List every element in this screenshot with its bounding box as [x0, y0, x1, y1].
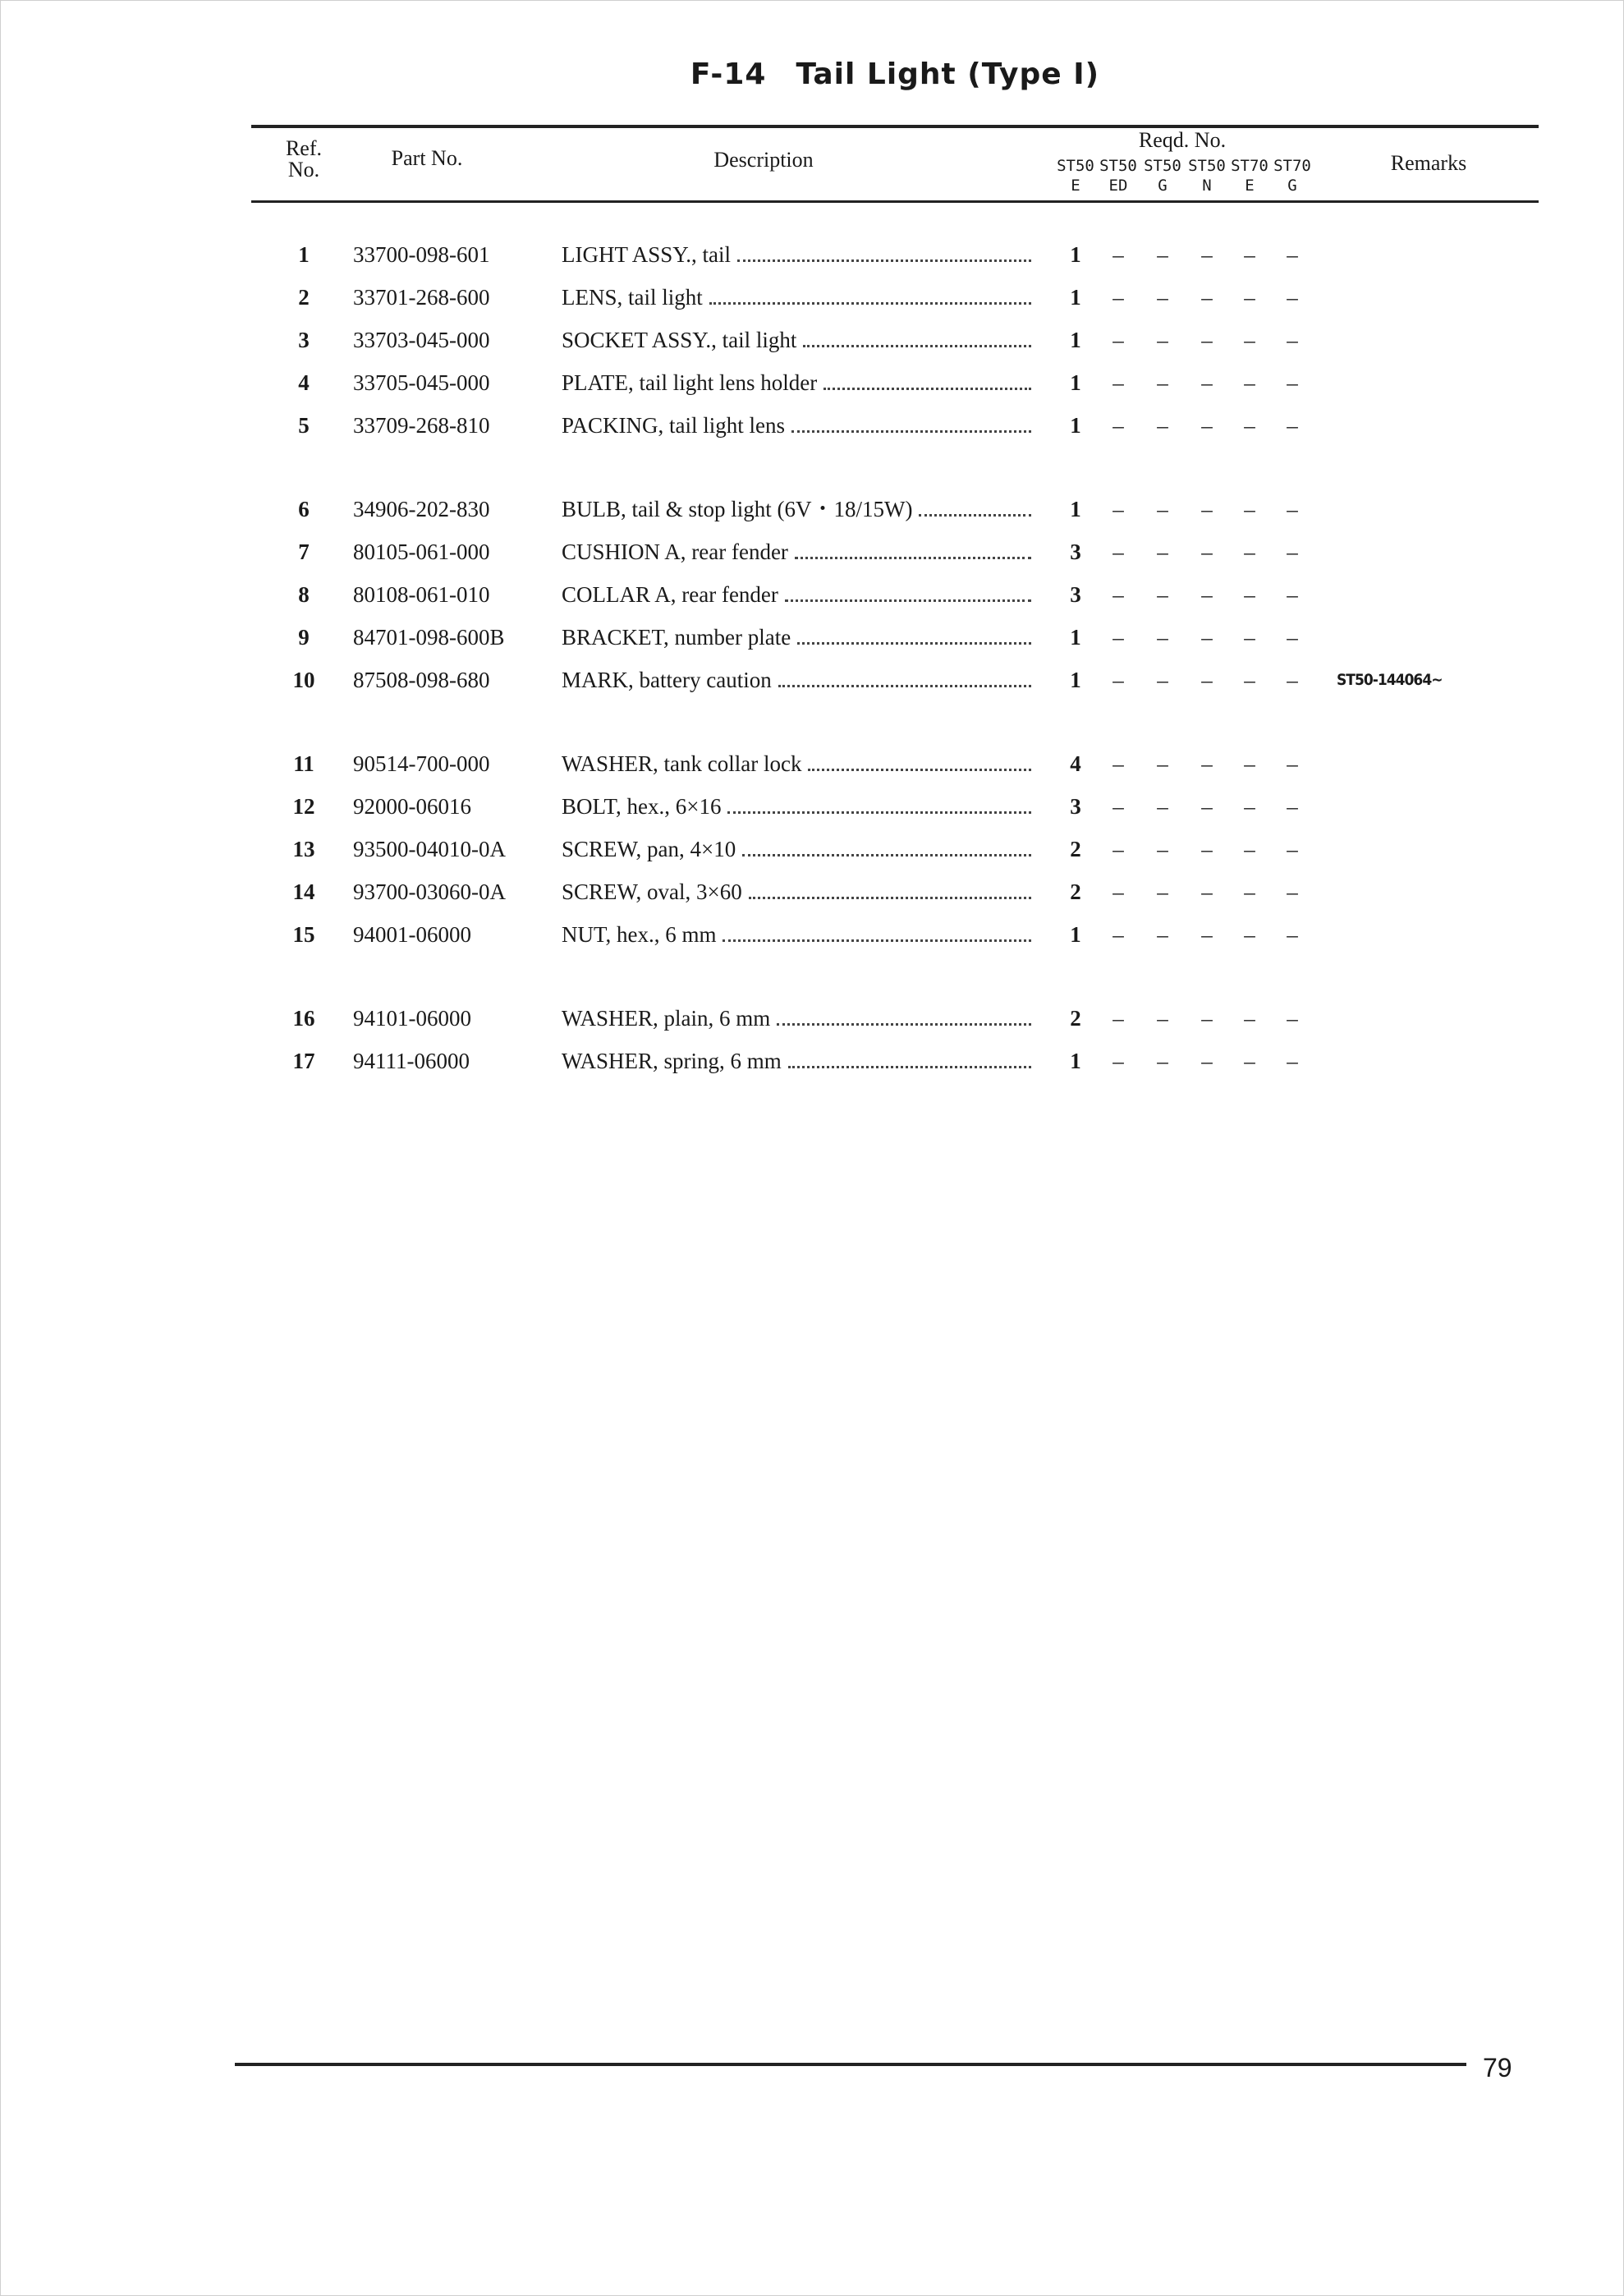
description-cell	[562, 875, 1034, 908]
qty-cell: 3	[1070, 540, 1081, 564]
description-cell	[562, 238, 1034, 271]
table-row	[0, 535, 1624, 568]
ref-number: 14	[292, 879, 315, 904]
dot-leader	[797, 642, 1031, 645]
qty-cell: –	[1244, 582, 1255, 607]
ref-number: 9	[298, 625, 310, 650]
qty-cell: 3	[1070, 582, 1081, 607]
part-number: 87508-098-680	[353, 668, 490, 692]
description-cell	[562, 409, 1034, 442]
description-cell	[562, 366, 1034, 399]
description-cell	[562, 747, 1034, 780]
description-cell	[562, 1045, 1034, 1077]
qty-cell: –	[1287, 370, 1298, 395]
description: PACKING, tail light lens	[562, 413, 786, 438]
part-number: 33705-045-000	[353, 370, 490, 395]
qty-cell: –	[1157, 625, 1168, 650]
qty-cell: –	[1244, 1049, 1255, 1073]
qty-cell: –	[1157, 751, 1168, 776]
qty-cell: –	[1244, 413, 1255, 438]
qty-cell: –	[1201, 922, 1213, 947]
part-number: 33709-268-810	[353, 413, 490, 438]
qty-cell: –	[1112, 285, 1124, 310]
qty-cell: –	[1244, 668, 1255, 692]
qty-cell: –	[1287, 1049, 1298, 1073]
qty-cell: 1	[1070, 625, 1081, 650]
description: BOLT, hex., 6×16	[562, 794, 722, 819]
dot-leader	[788, 1066, 1031, 1068]
model-header: ST50 N	[1188, 157, 1226, 195]
page-title	[0, 57, 1624, 91]
qty-cell: –	[1287, 668, 1298, 692]
qty-cell: –	[1112, 837, 1124, 861]
description-cell	[562, 621, 1034, 654]
qty-cell: –	[1244, 751, 1255, 776]
remarks-cell: ST50-144064∼	[1337, 671, 1443, 689]
dot-leader	[795, 557, 1031, 559]
description: BRACKET, number plate	[562, 625, 791, 650]
qty-cell: –	[1287, 922, 1298, 947]
qty-cell: 1	[1070, 285, 1081, 310]
qty-cell: –	[1287, 794, 1298, 819]
description: MARK, battery caution	[562, 668, 772, 692]
description: PLATE, tail light lens holder	[562, 370, 818, 395]
qty-cell: –	[1112, 540, 1124, 564]
qty-cell: –	[1112, 370, 1124, 395]
qty-cell: –	[1201, 1049, 1213, 1073]
ref-number: 17	[292, 1049, 315, 1073]
qty-cell: –	[1201, 540, 1213, 564]
qty-cell: –	[1157, 922, 1168, 947]
qty-cell: –	[1287, 242, 1298, 267]
part-number: 93700-03060-0A	[353, 879, 506, 904]
description: WASHER, spring, 6 mm	[562, 1049, 782, 1073]
part-number: 92000-06016	[353, 794, 471, 819]
qty-cell: –	[1287, 497, 1298, 521]
description-cell	[562, 535, 1034, 568]
ref-number: 11	[293, 751, 314, 776]
qty-cell: –	[1201, 879, 1213, 904]
qty-cell: –	[1287, 413, 1298, 438]
ref-number: 4	[298, 370, 310, 395]
model-header: ST70 E	[1231, 157, 1268, 195]
ref-number: 12	[292, 794, 315, 819]
qty-cell: –	[1112, 582, 1124, 607]
table-row	[0, 664, 1624, 696]
qty-cell: –	[1112, 1049, 1124, 1073]
dot-leader	[723, 939, 1031, 942]
header-rule-bottom	[251, 200, 1539, 203]
description: SCREW, pan, 4×10	[562, 837, 736, 861]
qty-cell: –	[1201, 582, 1213, 607]
qty-cell: –	[1201, 285, 1213, 310]
part-number: 94101-06000	[353, 1006, 471, 1031]
qty-cell: –	[1157, 668, 1168, 692]
part-number: 94001-06000	[353, 922, 471, 947]
table-row	[0, 1045, 1624, 1077]
ref-number: 15	[292, 922, 315, 947]
qty-cell: –	[1244, 370, 1255, 395]
footer-rule	[235, 2063, 1466, 2066]
qty-cell: –	[1244, 540, 1255, 564]
qty-cell: –	[1244, 625, 1255, 650]
description: BULB, tail & stop light (6V・18/15W)	[562, 497, 913, 521]
qty-cell: –	[1244, 497, 1255, 521]
qty-cell: –	[1201, 370, 1213, 395]
qty-cell: –	[1244, 328, 1255, 352]
dot-leader	[778, 685, 1031, 687]
ref-number: 1	[298, 242, 310, 267]
qty-cell: 1	[1070, 370, 1081, 395]
part-number: 33700-098-601	[353, 242, 490, 267]
dot-leader	[803, 345, 1031, 347]
qty-cell: 1	[1070, 413, 1081, 438]
table-row	[0, 918, 1624, 951]
description: LENS, tail light	[562, 285, 703, 310]
dot-leader	[777, 1023, 1031, 1026]
description-cell	[562, 324, 1034, 356]
qty-cell: –	[1201, 413, 1213, 438]
qty-cell: –	[1201, 668, 1213, 692]
ref-number: 8	[298, 582, 310, 607]
column-header-description: Description	[713, 148, 814, 172]
header-rule-top	[251, 125, 1539, 128]
column-header-part-no: Part No.	[391, 146, 463, 170]
qty-cell: –	[1201, 242, 1213, 267]
description: SOCKET ASSY., tail light	[562, 328, 797, 352]
qty-cell: –	[1244, 1006, 1255, 1031]
qty-cell: –	[1201, 751, 1213, 776]
qty-cell: –	[1244, 922, 1255, 947]
qty-cell: –	[1287, 837, 1298, 861]
part-number: 80108-061-010	[353, 582, 490, 607]
qty-cell: –	[1157, 794, 1168, 819]
qty-cell: –	[1157, 497, 1168, 521]
qty-cell: –	[1244, 879, 1255, 904]
part-number: 80105-061-000	[353, 540, 490, 564]
description-cell	[562, 790, 1034, 823]
qty-cell: –	[1157, 370, 1168, 395]
description: COLLAR A, rear fender	[562, 582, 778, 607]
description-cell	[562, 281, 1034, 314]
qty-cell: 1	[1070, 1049, 1081, 1073]
qty-cell: –	[1201, 497, 1213, 521]
qty-cell: –	[1157, 540, 1168, 564]
column-header-reqd-no: Reqd. No.	[1138, 128, 1227, 152]
ref-number: 13	[292, 837, 315, 861]
table-row	[0, 238, 1624, 271]
qty-cell: –	[1287, 625, 1298, 650]
qty-cell: 3	[1070, 794, 1081, 819]
table-row	[0, 366, 1624, 399]
page-number: 79	[1483, 2053, 1512, 2082]
description-cell	[562, 833, 1034, 866]
qty-cell: 1	[1070, 497, 1081, 521]
qty-cell: –	[1157, 1006, 1168, 1031]
ref-number: 10	[292, 668, 315, 692]
qty-cell: 1	[1070, 328, 1081, 352]
description-cell	[562, 493, 1034, 526]
description: LIGHT ASSY., tail	[562, 242, 732, 267]
qty-cell: –	[1287, 328, 1298, 352]
ref-number: 5	[298, 413, 310, 438]
description: SCREW, oval, 3×60	[562, 879, 742, 904]
qty-cell: –	[1157, 582, 1168, 607]
qty-cell: –	[1157, 242, 1168, 267]
part-number: 90514-700-000	[353, 751, 490, 776]
table-row	[0, 747, 1624, 780]
column-header-remarks: Remarks	[1390, 151, 1467, 175]
ref-number: 2	[298, 285, 310, 310]
qty-cell: –	[1244, 837, 1255, 861]
table-row	[0, 281, 1624, 314]
table-row	[0, 621, 1624, 654]
qty-cell: –	[1287, 582, 1298, 607]
description-cell	[562, 578, 1034, 611]
qty-cell: –	[1112, 328, 1124, 352]
description: NUT, hex., 6 mm	[562, 922, 717, 947]
table-row	[0, 578, 1624, 611]
part-number: 33701-268-600	[353, 285, 490, 310]
qty-cell: –	[1112, 242, 1124, 267]
qty-cell: –	[1112, 751, 1124, 776]
qty-cell: –	[1112, 413, 1124, 438]
qty-cell: 2	[1070, 879, 1081, 904]
table-row	[0, 324, 1624, 356]
qty-cell: –	[1201, 1006, 1213, 1031]
qty-cell: 1	[1070, 668, 1081, 692]
qty-cell: –	[1112, 794, 1124, 819]
qty-cell: –	[1287, 1006, 1298, 1031]
description: WASHER, plain, 6 mm	[562, 1006, 771, 1031]
qty-cell: –	[1157, 1049, 1168, 1073]
table-row	[0, 493, 1624, 526]
qty-cell: 4	[1070, 751, 1081, 776]
qty-cell: 1	[1070, 242, 1081, 267]
dot-leader	[709, 302, 1031, 305]
dot-leader	[749, 897, 1031, 899]
qty-cell: –	[1112, 1006, 1124, 1031]
model-header: ST70 G	[1273, 157, 1311, 195]
model-header: ST50 E	[1057, 157, 1094, 195]
qty-cell: –	[1287, 751, 1298, 776]
description-cell	[562, 918, 1034, 951]
model-header: ST50 G	[1144, 157, 1181, 195]
qty-cell: –	[1287, 540, 1298, 564]
table-row	[0, 790, 1624, 823]
qty-cell: –	[1112, 625, 1124, 650]
table-row	[0, 409, 1624, 442]
qty-cell: 2	[1070, 837, 1081, 861]
qty-cell: –	[1112, 879, 1124, 904]
qty-cell: –	[1157, 285, 1168, 310]
description-cell	[562, 1002, 1034, 1035]
section-title: Tail Light (Type I)	[796, 57, 1100, 91]
qty-cell: –	[1157, 413, 1168, 438]
dot-leader	[727, 811, 1031, 814]
qty-cell: –	[1112, 497, 1124, 521]
dot-leader	[808, 769, 1031, 771]
qty-cell: –	[1201, 794, 1213, 819]
qty-cell: –	[1201, 625, 1213, 650]
ref-number: 16	[292, 1006, 315, 1031]
qty-cell: –	[1157, 837, 1168, 861]
part-number: 84701-098-600B	[353, 625, 505, 650]
ref-number: 3	[298, 328, 310, 352]
ref-number: 6	[298, 497, 310, 521]
qty-cell: –	[1157, 879, 1168, 904]
part-number: 94111-06000	[353, 1049, 470, 1073]
table-row	[0, 833, 1624, 866]
dot-leader	[737, 259, 1031, 262]
part-number: 34906-202-830	[353, 497, 490, 521]
qty-cell: –	[1287, 879, 1298, 904]
table-row	[0, 1002, 1624, 1035]
qty-cell: 2	[1070, 1006, 1081, 1031]
dot-leader	[919, 514, 1031, 517]
description: CUSHION A, rear fender	[562, 540, 788, 564]
qty-cell: –	[1201, 837, 1213, 861]
dot-leader	[785, 599, 1031, 602]
ref-number: 7	[298, 540, 310, 564]
qty-cell: –	[1244, 285, 1255, 310]
qty-cell: –	[1244, 242, 1255, 267]
part-number: 93500-04010-0A	[353, 837, 506, 861]
qty-cell: –	[1112, 668, 1124, 692]
dot-leader	[823, 388, 1031, 390]
dot-leader	[742, 854, 1031, 856]
section-code: F-14	[690, 57, 767, 91]
table-row	[0, 875, 1624, 908]
qty-cell: –	[1287, 285, 1298, 310]
column-header-ref: Ref. No.	[285, 136, 323, 181]
part-number: 33703-045-000	[353, 328, 490, 352]
dot-leader	[791, 430, 1031, 433]
qty-cell: 1	[1070, 922, 1081, 947]
description: WASHER, tank collar lock	[562, 751, 802, 776]
qty-cell: –	[1244, 794, 1255, 819]
qty-cell: –	[1201, 328, 1213, 352]
qty-cell: –	[1157, 328, 1168, 352]
qty-cell: –	[1112, 922, 1124, 947]
description-cell	[562, 664, 1034, 696]
model-header: ST50 ED	[1099, 157, 1137, 195]
